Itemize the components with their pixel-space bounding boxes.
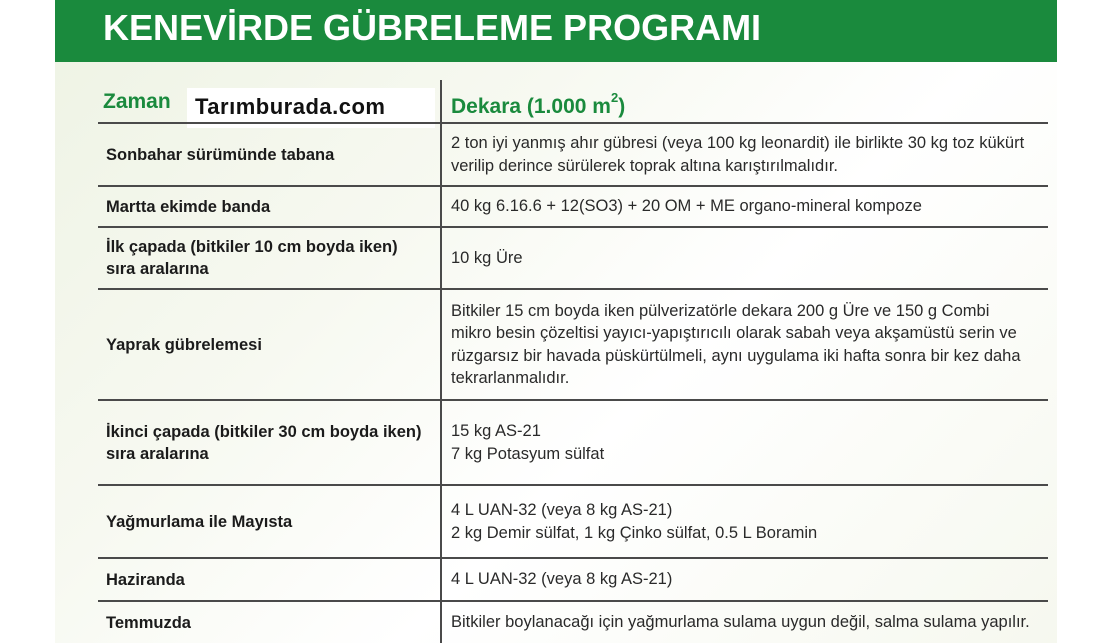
column-header-dose-close: ) [618,95,626,118]
column-header-dose-sup: 2 [610,90,619,105]
row-dose [451,124,1051,185]
row-time [106,290,436,399]
row-time-text: Martta ekimde banda [106,197,271,216]
column-header-time: Zaman [103,90,171,113]
table-row [98,228,1048,290]
row-dose-line: 15 kg AS-21 [451,422,541,440]
row-time [106,124,436,185]
column-header-dose [451,86,625,122]
row-dose [451,228,1051,288]
table-row [98,124,1048,187]
row-time-text: Yağmurlama ile Mayısta [106,512,293,531]
row-time [106,401,436,484]
row-time-text: Haziranda [106,570,185,589]
row-time [106,602,436,643]
row-time-text: Yaprak gübrelemesi [106,335,262,354]
row-dose [451,602,1051,643]
row-dose-line: 2 ton iyi yanmış ahır gübresi (veya 100 kg leonardit) ile birlikte 30 kg toz kükürt [451,134,1025,152]
row-time [106,187,436,226]
row-time-text: Sonbahar sürümünde tabana [106,145,335,164]
row-dose-line: 2 kg Demir sülfat, 1 kg Çinko sülfat, 0.5 L Boramin [451,523,818,542]
row-time [106,486,436,557]
row-time-line: İlk çapada (bitkiler 10 cm boyda iken) [106,238,398,256]
row-time-text: Temmuzda [106,613,191,632]
row-dose-line: Bitkiler 15 cm boyda iken pülverizatörle dekara 200 g Üre ve 150 g Combi [451,301,990,320]
table-row [98,187,1048,228]
table-row [98,559,1048,602]
row-dose-line: Bitkiler boylanacağı için yağmurlama sulama uygun değil, salma sulama yapılır. [451,613,1030,632]
row-dose-line: 7 kg Potasyum sülfat [451,444,605,463]
row-dose-line: verilip derince sürülerek toprak altına karıştırılmalıdır. [451,156,838,175]
row-dose-line: mikro besin çözeltisi yayıcı-yapıştırıcılı olarak sabah veya akşamüstü serin ve [451,324,1017,342]
row-dose [451,290,1051,399]
row-dose-line: 40 kg 6.16.6 + 12(SO3) + 20 OM + ME organo-mineral kompoze [451,197,922,216]
row-dose [451,559,1051,600]
row-dose [451,401,1051,484]
row-dose-line: 4 L UAN-32 (veya 8 kg AS-21) [451,570,673,589]
row-time [106,228,436,288]
row-dose-line: tekrarlanmalıdır. [451,369,570,387]
table-row [98,486,1048,559]
row-time [106,559,436,600]
watermark-logo: Tarımburada.com [187,88,435,128]
row-time-line: sıra aralarına [106,260,209,278]
table-row [98,602,1048,643]
table-row [98,401,1048,486]
column-header-dose-main: Dekara (1.000 m [451,95,611,118]
row-dose-line: 10 kg Üre [451,248,523,267]
row-dose [451,486,1051,557]
row-time-line: İkinci çapada (bitkiler 30 cm boyda iken) [106,422,422,441]
page-title: KENEVİRDE GÜBRELEME PROGRAMI [103,7,762,48]
row-dose-line: rüzgarsız bir havada püskürtülmeli, aynı uygulama iki hafta sonra bir kez daha [451,346,1021,365]
row-time-line: sıra aralarına [106,444,209,463]
table-row [98,290,1048,401]
row-dose-line: 4 L UAN-32 (veya 8 kg AS-21) [451,501,673,519]
row-dose [451,187,1051,226]
column-divider [440,80,442,643]
